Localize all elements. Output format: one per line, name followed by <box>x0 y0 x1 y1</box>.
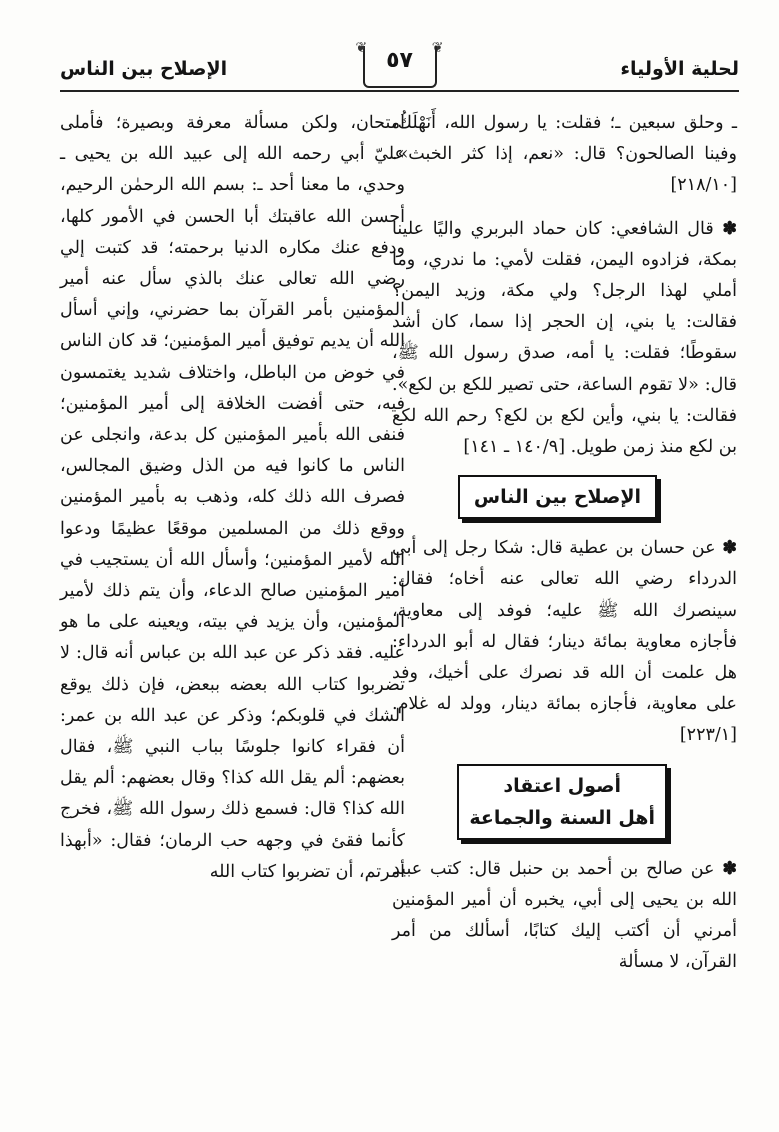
heading-line: أهل السنة والجماعة <box>469 806 655 829</box>
page-number-frame <box>363 46 437 88</box>
page-header <box>60 40 739 92</box>
header-rule <box>60 90 739 92</box>
paragraph: ـ وحلق سبعين ـ؛ فقلت: يا رسول الله، أَنَهْلَكُ، وفينا الصالحون؟ قال: «نعم، إذا كثر الخبث». [٢١٨/١٠] <box>392 113 737 196</box>
paragraph-text: عن صالح بن أحمد بن حنبل قال: كتب عبيد الله بن يحيى إلى أبي، يخبره أن أمير المؤمنين أمرني أن أكتب إليك كتابًا، أسألك من أمر القرآن، لا مسألة <box>392 858 737 973</box>
star-icon: ✽ <box>722 858 737 879</box>
paragraph <box>392 214 737 464</box>
paragraph <box>392 533 737 751</box>
ornament-icon: ❦ <box>355 40 368 56</box>
paragraph: امتحان، ولكن مسألة معرفة وبصيرة؛ فأملى عليّ أبي رحمه الله إلى عبيد الله بن يحيى ـ وحدي، ما معنا أحد ـ: بسم الله الرحمٰن الرحيم، أحسن الله عاقبتك أبا الحسن في الأمور كلها، ودفع عنك مكاره الدنيا برحمته؛ قد كتبت إلي رضي الله تعالى عنك بالذي سأل عنه أمير المؤمنين بأمر القرآن بما حضرني، وإني أسأل الله أن يديم توفيق أمير المؤمنين؛ قد كان الناس في خوض من الباطل، واختلاف شديد يغتمسون فيه، حتى أفضت الخلافة إلى أمير المؤمنين؛ فنفى الله بأمير المؤمنين كل بدعة، وانجلى عن الناس ما كانوا فيه من الذل وضيق المجالس، فصرف الله ذلك كله، وذهب به بأمير المؤمنين ووقع ذلك من المسلمين موقعًا عظيمًا ودعوا الله لأمير المؤمنين؛ وأسأل الله أن يستجيب في أمير المؤمنين صالح الدعاء، وأن يتم ذلك لأمير المؤمنين، وأن يزيد في بيته، ويعينه على ما هو عليه. فقد ذكر عن عبد الله بن عباس أنه قال: لا تضربوا كتاب الله بعضه ببعض، فإن ذلك يوقع الشك في قلوبكم؛ وذكر عن عبد الله بن عمر: أن فقراء كانوا جلوسًا بباب النبي ﷺ، فقال بعضهم: ألم يقل الله كذا؟ وقال بعضهم: ألم يقل الله كذا؟ قال: فسمع ذلك رسول الله ﷺ، فخرج كأنما فقئ في وجهه حب الرمان؛ فقال: «أبهذا أمرتم، أن تضربوا كتاب الله <box>60 113 405 882</box>
heading-text: الإصلاح بين الناس <box>473 486 641 509</box>
paragraph-text: قال الشافعي: كان حماد البربري واليًا علينا بمكة، فزادوه اليمن، فقلت لأمي: ما ندري، وما أملي لهذا الرجل؟ ولي مكة، وزيد اليمن؟ فقالت: يا بني، إن الحجر إذا سما، كان أشد سقوطًا؛ فقلت: يا أمه، صدق رسول الله ﷺ، قال: «لا تقوم الساعة، حتى تصير للكع بن لكع». فقالت: يا بني، وأين لكع بن لكع؟ رحم الله لكع بن لكع منذ زمن طويل. [١٤٠/٩ ـ ١٤١] <box>392 218 737 458</box>
section-heading <box>458 475 657 519</box>
section-heading <box>457 764 667 840</box>
star-icon: ✽ <box>722 538 737 559</box>
right-column <box>392 108 737 978</box>
ornament-icon: ❦ <box>431 40 444 56</box>
left-column <box>60 108 405 888</box>
book-title: لحلية الأولياء <box>620 58 739 80</box>
section-title: الإصلاح بين الناس <box>60 58 228 80</box>
star-icon: ✽ <box>722 218 737 239</box>
paragraph <box>392 854 737 979</box>
page-number: ٥٧ <box>386 48 413 73</box>
paragraph-text: عن حسان بن عطية قال: شكا رجل إلى أبي الدرداء رضي الله تعالى عنه أخاه؛ فقال: سينصرك الله ﷺ عليه؛ فوفد إلى معاوية، فأجازه معاوية بمائة دينار؛ فقال له أبو الدرداء: هل علمت أن الله قد نصرك على أخيك، وفد على معاوية، فأجازه بمائة دينار، وولد له غلام. [٢٢٣/١] <box>392 538 737 746</box>
heading-line: أصول اعتقاد <box>503 774 622 797</box>
